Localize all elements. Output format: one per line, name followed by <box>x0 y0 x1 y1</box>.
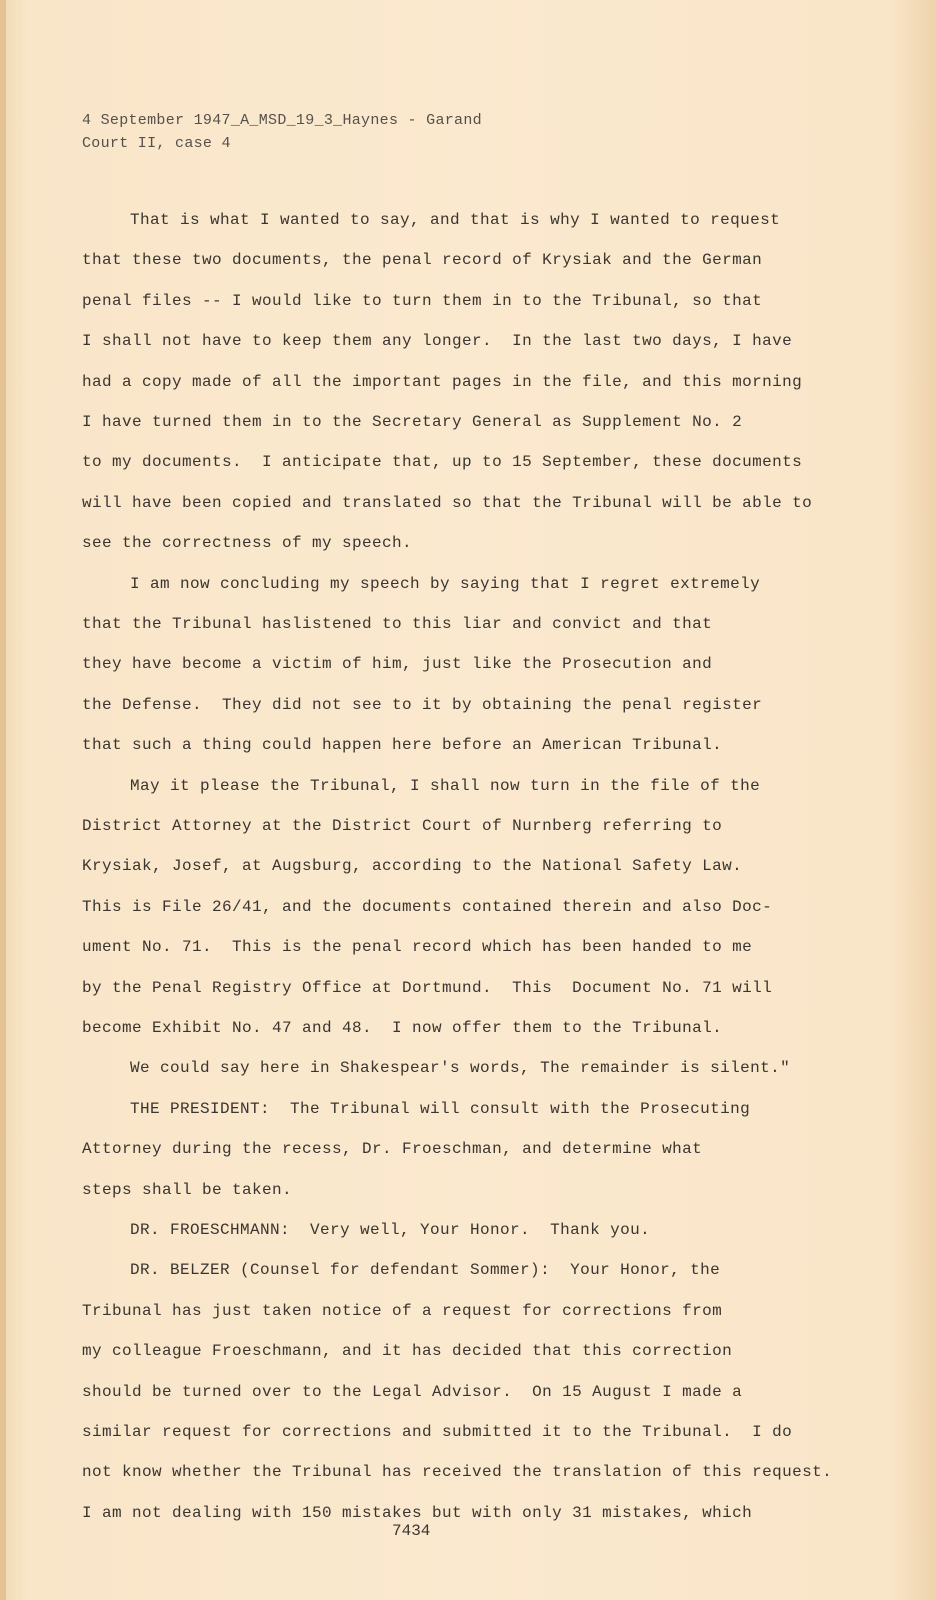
text-line: Attorney during the recess, Dr. Froeschman, and determine what <box>82 1140 703 1159</box>
text-line: will have been copied and translated so that the Tribunal will be able to <box>82 493 813 512</box>
text-line: ument No. 71. This is the penal record which has been handed to me <box>82 938 753 957</box>
page-number: 7434 <box>392 1522 431 1540</box>
text-line: District Attorney at the District Court of Nurnberg referring to <box>82 817 723 835</box>
text-line: THE PRESIDENT: The Tribunal will consult with the Prosecuting <box>130 1099 751 1118</box>
text-line: my colleague Froeschmann, and it has decided that this correction <box>82 1342 733 1361</box>
header-line-court-case: Court II, case 4 <box>82 135 231 152</box>
text-line: not know whether the Tribunal has received the translation of this request. <box>82 1463 833 1482</box>
text-line: similar request for corrections and submitted it to the Tribunal. I do <box>82 1423 793 1441</box>
text-line: DR. BELZER (Counsel for defendant Sommer): Your Honor, the <box>130 1261 721 1280</box>
text-line: steps shall be taken. <box>82 1180 293 1199</box>
text-line: they have become a victim of him, just like the Prosecution and <box>82 655 713 674</box>
page-edge <box>0 0 6 1600</box>
text-line: I have turned them in to the Secretary General as Supplement No. 2 <box>82 413 743 431</box>
text-line: That is what I wanted to say, and that is why I wanted to request <box>130 211 781 229</box>
text-line: I shall not have to keep them any longer. In the last two days, I have <box>82 332 793 351</box>
text-line: penal files -- I would like to turn them in to the Tribunal, so that <box>82 291 763 310</box>
text-line: I am now concluding my speech by saying that I regret extremely <box>130 574 761 593</box>
text-line: Krysiak, Josef, at Augsburg, according to the National Safety Law. <box>82 857 743 876</box>
text-line: had a copy made of all the important pages in the file, and this morning <box>82 372 803 391</box>
text-line: should be turned over to the Legal Advisor. On 15 August I made a <box>82 1382 743 1401</box>
text-line: We could say here in Shakespear's words, The remainder is silent." <box>130 1059 791 1078</box>
text-line: that these two documents, the penal record of Krysiak and the German <box>82 251 763 270</box>
text-line: that such a thing could happen here before an American Tribunal. <box>82 736 723 755</box>
text-line: that the Tribunal haslistened to this liar and convict and that <box>82 615 713 633</box>
text-line: Tribunal has just taken notice of a request for corrections from <box>82 1301 723 1320</box>
text-line: by the Penal Registry Office at Dortmund. This Document No. 71 will <box>82 978 773 997</box>
text-line: May it please the Tribunal, I shall now turn in the file of the <box>130 776 761 795</box>
text-line: This is File 26/41, and the documents contained therein and also Doc- <box>82 897 773 916</box>
header-line-date-reference: 4 September 1947_A_MSD_19_3_Haynes - Garand <box>82 112 482 129</box>
text-line: see the correctness of my speech. <box>82 534 413 553</box>
text-line: to my documents. I anticipate that, up to 15 September, these documents <box>82 453 803 472</box>
text-line: become Exhibit No. 47 and 48. I now offer them to the Tribunal. <box>82 1019 723 1037</box>
text-line: I am not dealing with 150 mistakes but with only 31 mistakes, which <box>82 1503 753 1522</box>
text-line: DR. FROESCHMANN: Very well, Your Honor. Thank you. <box>130 1221 651 1239</box>
text-line: the Defense. They did not see to it by obtaining the penal register <box>82 695 763 714</box>
